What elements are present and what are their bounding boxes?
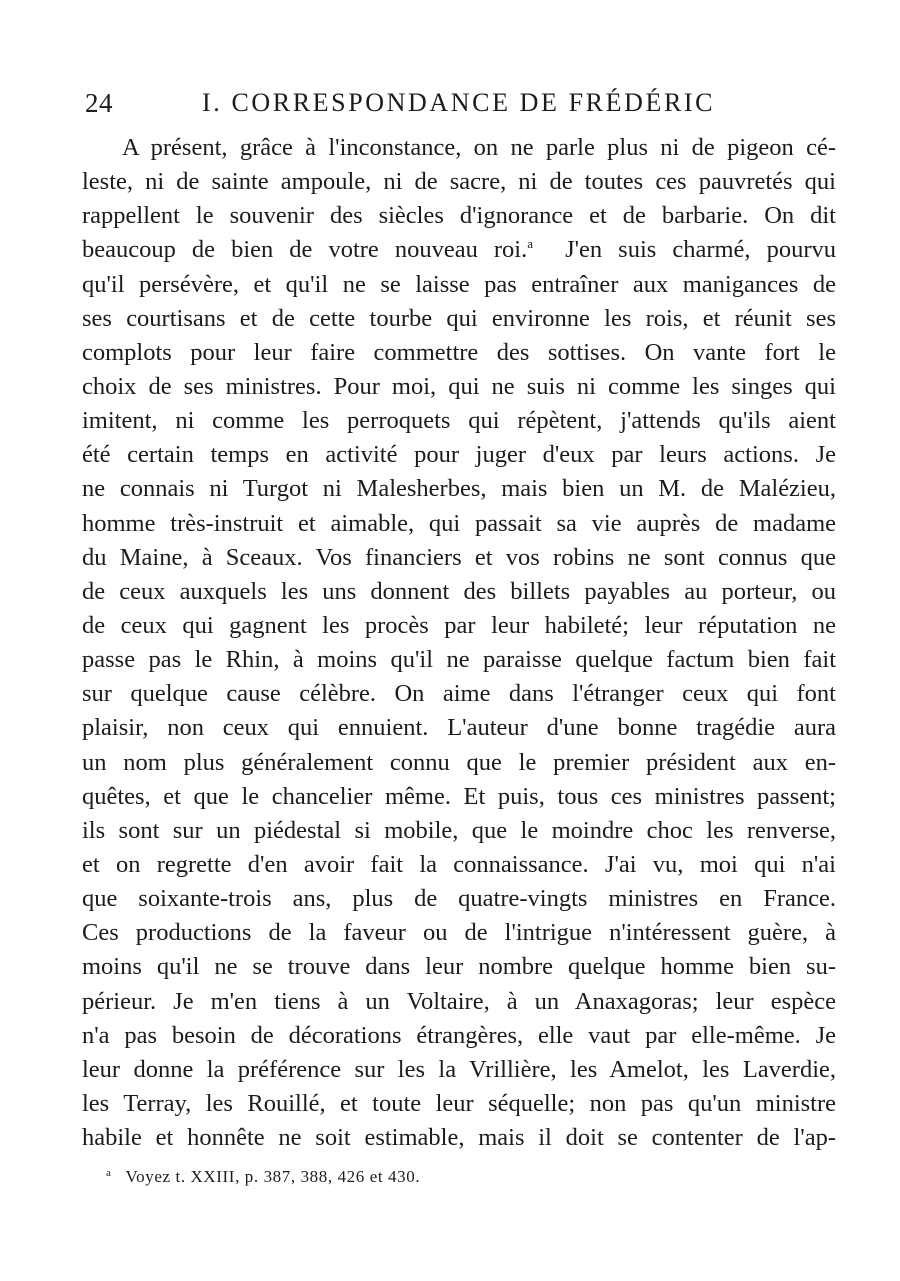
text-line: de ceux auxquels les uns donnent des billets payables au porteur, ou: [82, 577, 836, 605]
text-line: choix de ses ministres. Pour moi, qui ne suis ni comme les singes qui: [82, 372, 836, 400]
letter-body: [82, 131, 836, 1155]
text-line: passe pas le Rhin, à moins qu'il ne paraisse quelque factum bien fait: [82, 646, 836, 674]
running-head: I. CORRESPONDANCE DE FRÉDÉRIC: [202, 88, 716, 117]
text-line: moins qu'il ne se trouve dans leur nombre quelque homme bien su-: [82, 953, 836, 981]
text-line: été certain temps en activité pour juger d'eux par leurs actions. Je: [82, 441, 836, 469]
text-line-with-footnote-ref: [82, 233, 836, 267]
text-line: les Terray, les Rouillé, et toute leur séquelle; non pas qu'un ministre: [82, 1089, 836, 1117]
text-line: homme très-instruit et aimable, qui passait sa vie auprès de madame: [82, 509, 836, 537]
page-header: [0, 84, 900, 124]
text-line: un nom plus généralement connu que le premier président aux en-: [82, 748, 836, 776]
page-number: 24: [85, 88, 113, 118]
text-line: ses courtisans et de cette tourbe qui environne les rois, et réunit ses: [82, 304, 836, 332]
text-line: rappellent le souvenir des siècles d'ignorance et de barbarie. On dit: [82, 202, 836, 230]
text-line: ne connais ni Turgot ni Malesherbes, mais bien un M. de Malézieu,: [82, 475, 836, 503]
text-line: plaisir, non ceux qui ennuient. L'auteur d'une bonne tragédie aura: [82, 714, 836, 742]
text-segment: beaucoup de bien de votre nouveau roi.: [82, 236, 528, 264]
text-line: quêtes, et que le chancelier même. Et puis, tous ces ministres passent;: [82, 782, 836, 810]
text-line: A présent, grâce à l'inconstance, on ne parle plus ni de pigeon cé-: [122, 134, 836, 161]
text-line: et on regrette d'en avoir fait la connaissance. J'ai vu, moi qui n'ai: [82, 850, 836, 878]
footnote: [106, 1167, 420, 1187]
footnote-ref-marker: a: [527, 236, 533, 252]
text-line: du Maine, à Sceaux. Vos financiers et vos robins ne sont connus que: [82, 543, 836, 571]
text-line: sur quelque cause célèbre. On aime dans l'étranger ceux qui font: [82, 680, 836, 708]
text-line: qu'il persévère, et qu'il ne se laisse pas entraîner aux manigances de: [82, 270, 836, 298]
text-line: n'a pas besoin de décorations étrangères, elle vaut par elle-même. Je: [82, 1021, 836, 1049]
text-line: habile et honnête ne soit estimable, mais il doit se contenter de l'ap-: [82, 1124, 836, 1152]
footnote-text: Voyez t. XXIII, p. 387, 388, 426 et 430.: [125, 1167, 421, 1186]
text-line: complots pour leur faire commettre des sottises. On vante fort le: [82, 338, 836, 366]
text-line: que soixante-trois ans, plus de quatre-vingts ministres en France.: [82, 885, 836, 913]
text-line: Ces productions de la faveur ou de l'intrigue n'intéressent guère, à: [82, 919, 836, 947]
text-line: périeur. Je m'en tiens à un Voltaire, à un Anaxagoras; leur espèce: [82, 987, 836, 1015]
text-line: ils sont sur un piédestal si mobile, que le moindre choc les renverse,: [82, 816, 836, 844]
text-segment: J'en suis charmé, pourvu: [565, 236, 836, 264]
text-line: de ceux qui gagnent les procès par leur habileté; leur réputation ne: [82, 611, 836, 639]
text-line: leur donne la préférence sur les la Vrillière, les Amelot, les Laverdie,: [82, 1055, 836, 1083]
footnote-marker: a: [106, 1167, 112, 1179]
text-line: leste, ni de sainte ampoule, ni de sacre, ni de toutes ces pauvretés qui: [82, 168, 836, 196]
text-line: imitent, ni comme les perroquets qui répètent, j'attends qu'ils aient: [82, 407, 836, 435]
